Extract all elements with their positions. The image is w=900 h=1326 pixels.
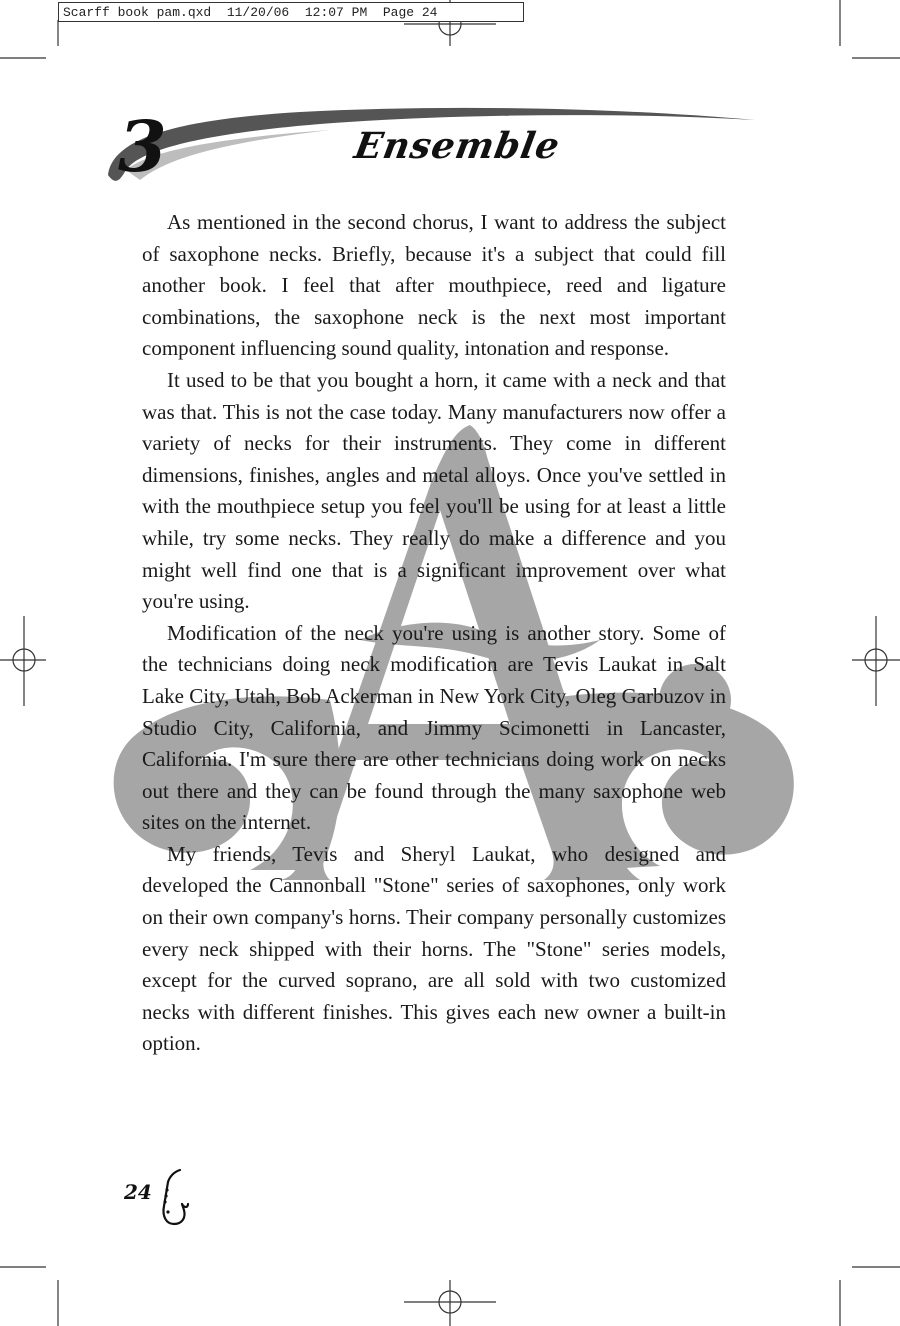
body-text bbox=[142, 207, 726, 1060]
chapter-title: Ensemble bbox=[351, 125, 564, 167]
paragraph: Modification of the neck you're using is another story. Some of the technicians doing neck modification are Tevis Laukat in Salt Lake City, Utah, Bob Ackerman in New York City, Oleg Garbuzov in Studio City, California, and Jimmy Scimonetti in Lancaster, California. I'm sure there are other technicians doing work on necks out there and they can be found through the many saxophone web sites on the internet. bbox=[142, 620, 726, 835]
paragraph: My friends, Tevis and Sheryl Laukat, who designed and developed the Cannonball "Stone" series of saxophones, only work on their own company's horns. Their company personally customizes every neck shipped with their horns. The "Stone" series models, except for the curved soprano, are all sold with two customized necks with different finishes. This gives each new owner a built-in option. bbox=[142, 841, 726, 1056]
paragraph: As mentioned in the second chorus, I want to address the subject of saxophone necks. Briefly, because it's a subject that could fill another book. I feel that after mouthpiece, reed and ligature combinations, the saxophone neck is the next most important component influencing sound quality, intonation and response. bbox=[142, 210, 726, 361]
page-number: 24 bbox=[124, 1180, 152, 1204]
paragraph: It used to be that you bought a horn, it came with a neck and that was that. This is not the case today. Many manufacturers now offer a variety of necks for their instruments. They come in different dimensions, finishes, angles and metal alloys. Once you've settled in with the mouthpiece setup you feel you'll be using for at least a little while, try some necks. They really do make a difference and you might well find one that is a significant improvement over what you're using. bbox=[142, 367, 726, 614]
chapter-number: 3 bbox=[118, 105, 167, 188]
saxophone-icon bbox=[150, 1166, 190, 1230]
printer-slug: Scarff book pam.qxd 11/20/06 12:07 PM Page 24 bbox=[58, 2, 524, 22]
